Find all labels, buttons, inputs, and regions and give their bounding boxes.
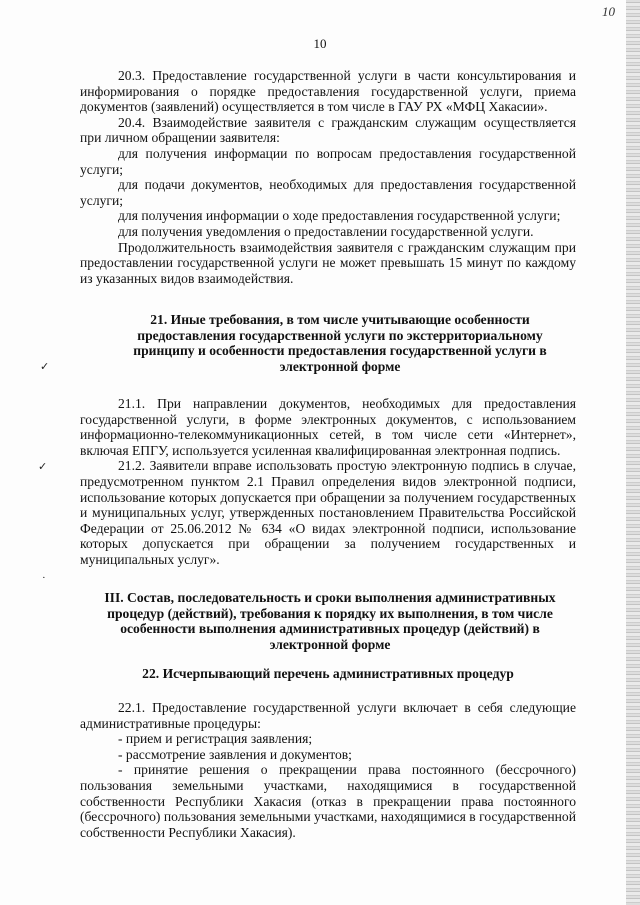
list-item: - рассмотрение заявления и документов; [118,746,352,762]
margin-mark: ✓ [40,361,50,373]
paragraph-22-1: 22.1. Предоставление государственной услуги включает в себя следующие административные процедуры: [80,700,576,731]
heading-iii-block [95,590,565,652]
heading-22-block [80,666,576,682]
paragraph-20-4: 20.4. Взаимодействие заявителя с гражданским служащим осуществляется при личном обращении заявителя: [80,114,576,146]
section-22 [80,700,576,840]
list-item: для получения информации о ходе предоставления государственной услуги; [118,208,561,224]
list-item: для подачи документов, необходимых для предоставления государственной услуги; [80,177,576,208]
paragraph-20-3: 20.3. Предоставление государственной услуги в части консультирования и информирования о порядке предоставления государственной услуги, приема документов (заявлений) осуществляется в том числе в ГАУ РХ «МФЦ Хакасии». [80,68,576,115]
paragraph-21-2: 21.2. Заявители вправе использовать простую электронную подпись в случае, предусмотренном пунктом 2.1 Правил определения видов электронной подписи, использование которых допускается при обращении за получением государственных и муниципальных услуг, утвержденных постановлением Правительства Российской Федерации от 25.06.2012 № 634 «О видах электронной подписи, использование которых допускается при обращении за получением государственных и муниципальных услуг». [80,458,576,567]
page-number: 10 [313,36,327,51]
paragraph-duration: Продолжительность взаимодействия заявителя с гражданским служащим при предоставлении государственной услуги не может превышать 15 минут по каждому из указанных видов взаимодействия. [80,239,576,286]
margin-mark: ✓ [38,461,48,473]
heading-22: 22. Исчерпывающий перечень административных процедур [142,666,514,681]
section-20 [80,68,576,286]
section-21 [80,396,576,568]
heading-21: 21. Иные требования, в том числе учитывающие особенности предоставления государственной услуги по экстерриториальному принципу и особенности предоставления государственной услуги в электронной форме [133,312,547,374]
list-item: для получения уведомления о предоставлении государственной услуги. [118,223,534,239]
list-item: - прием и регистрация заявления; [118,731,313,747]
heading-iii: III. Состав, последовательность и сроки выполнения административных процедур (действий), требования к порядку их выполнения, в том числе особенности выполнения административных процедур (действий) в электронной форме [104,590,556,652]
handwritten-page-number: 10 [602,4,615,19]
list-item: - принятие решения о прекращении права постоянного (бессрочного) пользования земельными участками, находящимися в государственной собственности Республики Хакасия (отказ в прекращении права постоянного (бессрочного) пользования земельными участками, находящимися в государственной собственности Республики Хакасия). [80,762,576,840]
margin-mark: · [42,572,46,584]
paragraph-21-1: 21.1. При направлении документов, необходимых для предоставления государственной услуги, в форме электронных документов, с использованием информационно-телекоммуникационных сетей, в том числе сети «Интернет», включая ЕПГУ, используется усиленная квалифицированная электронная подпись. [80,396,576,458]
list-item: для получения информации по вопросам предоставления государственной услуги; [80,145,576,177]
scan-edge [626,0,640,905]
heading-21-block [130,312,550,374]
